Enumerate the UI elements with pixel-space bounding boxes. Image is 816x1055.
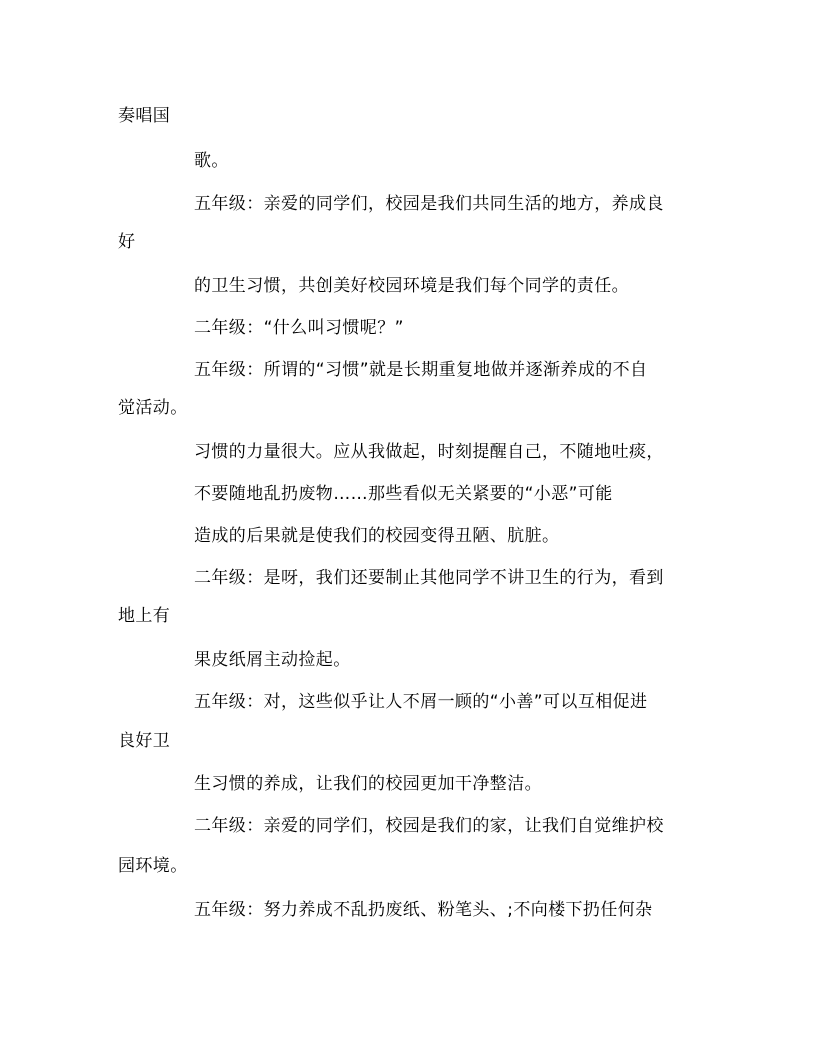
text-line: 习惯的力量很大。应从我做起，时刻提醒自己，不随地吐痰， [194, 442, 664, 462]
text-line: 果皮纸屑主动捡起。 [194, 650, 351, 670]
text-line: 五年级：努力养成不乱扔废纸、粉笔头、;不向楼下扔任何杂 [194, 900, 653, 920]
text-line: 五年级：对，这些似乎让人不屑一顾的“小善”可以互相促进 [194, 692, 648, 712]
text-line: 地上有 [118, 606, 171, 626]
text-line: 觉活动。 [118, 398, 188, 418]
text-line: 二年级：亲爱的同学们，校园是我们的家，让我们自觉维护校 [194, 816, 664, 836]
text-line: 五年级：所谓的“习惯”就是长期重复地做并逐渐养成的不自 [194, 360, 648, 380]
text-line: 的卫生习惯，共创美好校园环境是我们每个同学的责任。 [194, 276, 629, 296]
text-line: 二年级：“什么叫习惯呢？” [194, 318, 404, 338]
text-line: 良好卫 [118, 731, 171, 751]
text-line: 好 [118, 232, 136, 252]
text-line: 歌。 [194, 151, 229, 171]
text-line: 二年级：是呀，我们还要制止其他同学不讲卫生的行为，看到 [194, 568, 664, 588]
text-line: 五年级：亲爱的同学们，校园是我们共同生活的地方，养成良 [194, 194, 664, 214]
text-line: 园环境。 [118, 856, 188, 876]
text-line: 奏唱国 [118, 106, 171, 126]
text-line: 造成的后果就是使我们的校园变得丑陋、肮脏。 [194, 526, 560, 546]
text-line: 不要随地乱扔废物……那些看似无关紧要的“小恶”可能 [194, 484, 613, 504]
text-line: 生习惯的养成，让我们的校园更加干净整洁。 [194, 774, 542, 794]
